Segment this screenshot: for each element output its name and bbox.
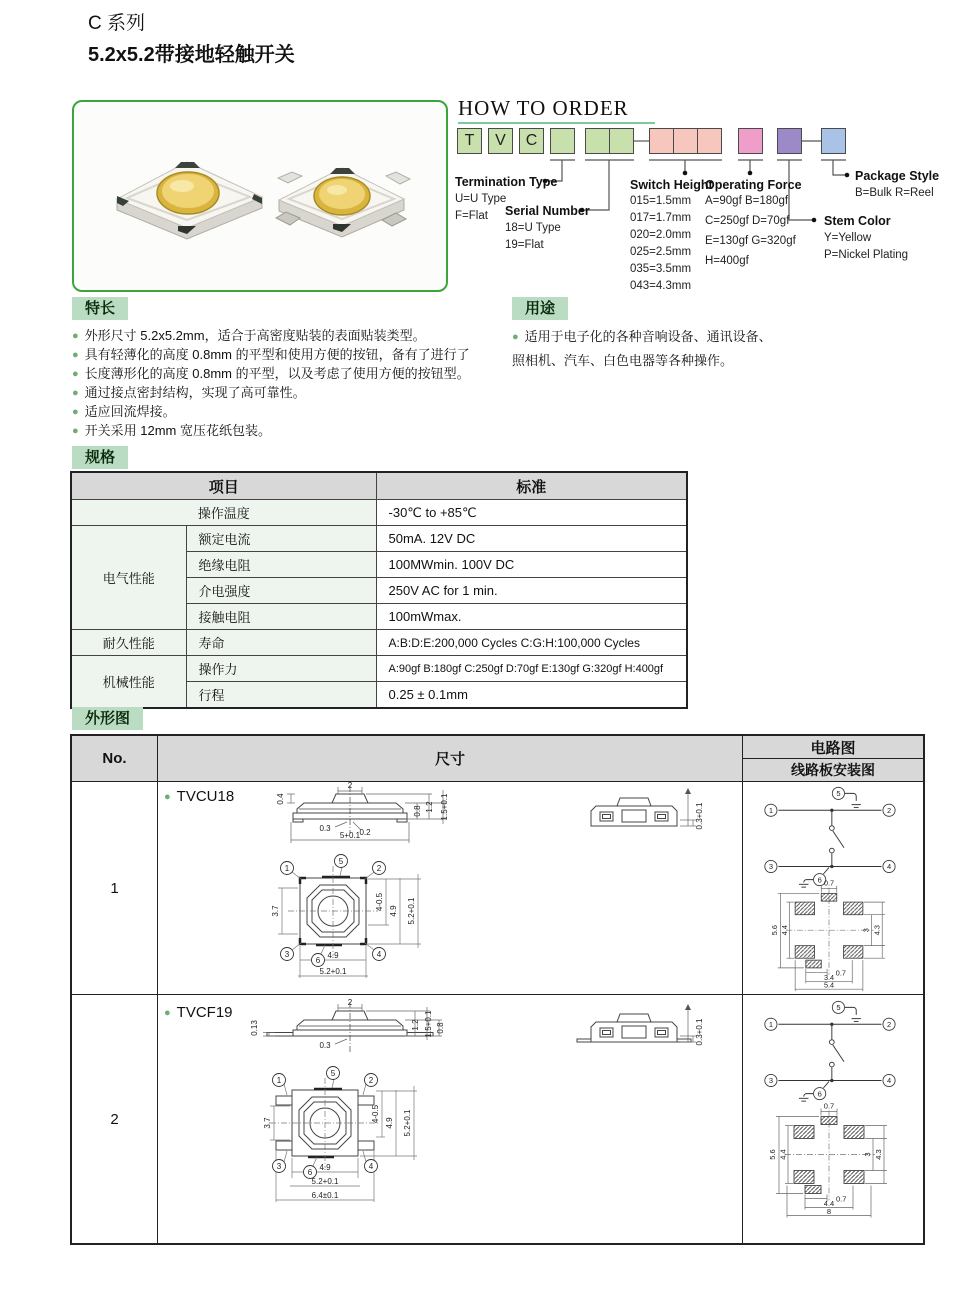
height-opt: 015=1.5mm — [630, 195, 692, 207]
outline-heading: 外形图 — [72, 707, 143, 730]
spec-value: 100mWmax. — [376, 604, 687, 630]
feature-item: ● 通过接点密封结构，实现了高可靠性。 — [72, 385, 306, 400]
pin-number: 6 — [817, 875, 822, 885]
series-title: C 系列 — [88, 13, 146, 34]
pin-number: 4 — [376, 949, 382, 959]
bullet-icon: ● — [512, 331, 519, 343]
dim-label: 0.3+0.1 — [695, 1018, 704, 1046]
spec-col-standard: 标准 — [376, 472, 687, 500]
spec-value: A:B:D:E:200,000 Cycles C:G:H:100,000 Cycles — [376, 630, 687, 656]
applications-text: 适用于电子化的各种音响设备、通讯设备、照相机、汽车、白色电器等各种操作。 — [512, 329, 772, 368]
outline-col-board: 线路板安装图 — [743, 759, 923, 781]
outline-table — [70, 734, 925, 1245]
how-to-order-heading: HOW TO ORDER — [458, 96, 629, 120]
product-photo-frame — [72, 100, 448, 292]
dim-label: 0.2 — [359, 828, 371, 837]
applications-text-block — [512, 325, 774, 372]
dim-label: 0.8 — [413, 805, 422, 817]
dim-label: 1.5+0.1 — [424, 1010, 433, 1038]
force-opt: H=400gf — [705, 255, 749, 267]
dim-label: 0.7 — [823, 878, 835, 888]
pin-number: 2 — [886, 1019, 892, 1029]
spec-value: 50mA. 12V DC — [376, 526, 687, 552]
dim-label: 4.9 — [389, 905, 398, 917]
switch-photo-right — [276, 168, 410, 237]
spec-group-durability: 耐久性能 — [71, 630, 186, 656]
dim-label: 4.9 — [385, 1117, 394, 1129]
feature-item: ● 长度薄形化的高度 0.8mm 的平型，以及考虑了使用方便的按钮型。 — [72, 366, 470, 381]
bullet-icon: ● — [164, 1007, 171, 1019]
serial-opt: 19=Flat — [505, 239, 544, 251]
spec-label: 介电强度 — [186, 578, 376, 604]
dim-label: 0.4 — [276, 793, 285, 805]
pin-number: 1 — [768, 805, 773, 815]
stem-opt: P=Nickel Plating — [824, 249, 909, 261]
pin-number: 5 — [330, 1068, 336, 1078]
spec-temp-value: -30℃ to +85℃ — [376, 500, 687, 526]
spec-label: 操作力 — [186, 656, 376, 682]
dim-label: 3 — [863, 1152, 872, 1157]
dim-label: 3.4 — [823, 972, 835, 982]
dim-label: 6.4±0.1 — [311, 1191, 339, 1200]
stem-opt: Y=Yellow — [824, 232, 872, 244]
top-view-tvcu18 — [232, 848, 462, 993]
table-row — [71, 526, 687, 552]
dim-label: 4-0.5 — [375, 892, 384, 912]
dim-label: 5.6 — [769, 925, 779, 936]
feature-item: ● 具有轻薄化的高度 0.8mm 的平型和使用方便的按钮，备有了进行了 — [72, 347, 470, 362]
dim-label: 0.7 — [835, 968, 846, 978]
dim-label: 4.4 — [823, 1199, 835, 1208]
dim-label: 0.3+0.1 — [695, 802, 704, 830]
dim-label: 5.2+0.1 — [403, 1109, 412, 1137]
feature-item: ● 适应回流焊接。 — [72, 404, 176, 419]
dim-label: 0.3 — [319, 824, 331, 833]
circuit-diagram-row1 — [747, 784, 912, 889]
pin-number: 1 — [768, 1019, 773, 1029]
order-code-box-c — [519, 128, 544, 154]
outline-row1-no: 1 — [110, 879, 119, 897]
pin-number: 2 — [368, 1075, 374, 1085]
spec-group-mechanical: 机械性能 — [71, 656, 186, 709]
dim-label: 4.9 — [319, 1163, 331, 1172]
dim-label: 3.7 — [271, 905, 280, 917]
spec-group-electrical: 电气性能 — [71, 526, 186, 630]
pcb-pattern-tvcu18 — [747, 876, 912, 994]
force-opt: E=130gf G=320gf — [705, 235, 796, 247]
dim-label: 0.3 — [319, 1041, 331, 1050]
order-code-box-force — [738, 128, 763, 154]
height-opt: 017=1.7mm — [630, 212, 692, 224]
pin-number: 3 — [276, 1161, 282, 1171]
spec-temp-label: 操作温度 — [71, 500, 376, 526]
pin-number: 4 — [886, 862, 892, 872]
dim-label: 2 — [347, 998, 353, 1007]
code-letter-c: C — [525, 132, 538, 149]
dim-label: 1.2 — [425, 801, 434, 813]
pin-number: 3 — [284, 949, 290, 959]
spec-value: 0.25 ± 0.1mm — [376, 682, 687, 709]
table-row — [71, 472, 687, 500]
pin-number: 1 — [276, 1075, 282, 1085]
dim-label: 2 — [347, 782, 353, 790]
spec-value: 250V AC for 1 min. — [376, 578, 687, 604]
dim-label: 4-0.5 — [371, 1104, 380, 1124]
side-view-tvcf19 — [560, 998, 710, 1083]
spec-label: 寿命 — [186, 630, 376, 656]
dim-label: 5.2+0.1 — [319, 967, 347, 976]
dim-label: 3 — [861, 928, 871, 933]
height-opt: 025=2.5mm — [630, 246, 692, 258]
outline-col-no: No. — [72, 736, 157, 781]
code-letter-t: T — [464, 132, 475, 149]
order-code-box-serial — [585, 128, 634, 154]
dim-label: 4.4 — [778, 1149, 788, 1160]
dim-label: 4.3 — [872, 925, 882, 936]
dim-label: 4.9 — [327, 951, 339, 960]
pin-number: 3 — [768, 1076, 773, 1086]
force-opt: C=250gf D=70gf — [705, 215, 790, 227]
package-opt: B=Bulk R=Reel — [855, 187, 934, 199]
dim-label: 5.2+0.1 — [311, 1177, 339, 1186]
bullet-icon: ● — [72, 330, 79, 342]
order-code-box-termination — [550, 128, 575, 154]
spec-label: 额定电流 — [186, 526, 376, 552]
order-code-box-package — [821, 128, 846, 154]
bullet-icon: ● — [72, 387, 79, 399]
dim-label: 4.4 — [779, 925, 789, 936]
termination-opt: U=U Type — [455, 193, 507, 205]
dim-label: 0.8 — [436, 1022, 445, 1034]
serial-opt: 18=U Type — [505, 222, 561, 234]
spec-label: 接触电阻 — [186, 604, 376, 630]
dim-label: 5.2+0.1 — [407, 897, 416, 925]
pin-number: 6 — [315, 955, 321, 965]
top-view-tvcf19 — [224, 1054, 469, 1239]
model-label-row1: ● TVCU18 — [164, 788, 235, 805]
pcb-pattern-tvcf19 — [747, 1092, 912, 1227]
spec-label: 绝缘电阻 — [186, 552, 376, 578]
order-code-box-t — [457, 128, 482, 154]
features-heading: 特长 — [72, 297, 128, 320]
dim-label: 5.4 — [823, 980, 835, 990]
order-code-box-v — [488, 128, 513, 154]
product-photo — [74, 102, 442, 286]
dim-label: 5+0.1 — [339, 831, 361, 840]
pin-number: 5 — [836, 1003, 841, 1012]
serial-number-label: Serial Number — [505, 204, 590, 218]
bullet-icon: ● — [164, 791, 171, 803]
code-letter-v: V — [495, 132, 506, 149]
pin-number: 5 — [836, 789, 841, 798]
bullet-icon: ● — [72, 425, 79, 437]
height-opt: 043=4.3mm — [630, 280, 692, 292]
order-code-box-height — [649, 128, 722, 154]
circuit-diagram-row2 — [747, 998, 912, 1103]
termination-opt: F=Flat — [455, 210, 488, 222]
page-title: 5.2x5.2带接地轻触开关 — [88, 44, 295, 66]
package-style-label: Package Style — [855, 169, 940, 183]
termination-type-label: Termination Type — [455, 175, 558, 189]
dim-label: 3.7 — [263, 1117, 272, 1129]
spec-label: 行程 — [186, 682, 376, 709]
outline-row2-no: 2 — [110, 1110, 119, 1128]
spec-value: A:90gf B:180gf C:250gf D:70gf E:130gf G:320gf H:400gf — [376, 656, 687, 682]
side-view-tvcu18 — [560, 784, 710, 864]
pin-number: 6 — [307, 1167, 313, 1177]
operating-force-label: Operating Force — [705, 178, 802, 192]
spec-table — [70, 471, 688, 709]
switch-photo-left — [117, 162, 262, 239]
spec-value: 100MWmin. 100V DC — [376, 552, 687, 578]
dim-label: 0.7 — [823, 1101, 835, 1111]
height-opt: 035=3.5mm — [630, 263, 692, 275]
pin-number: 1 — [284, 863, 290, 873]
table-row — [71, 630, 687, 656]
stem-color-label: Stem Color — [824, 214, 891, 228]
dim-label: 8 — [826, 1207, 832, 1216]
bullet-icon: ● — [72, 349, 79, 361]
dim-label: 4.3 — [874, 1149, 883, 1160]
dim-label: 1.5+0.1 — [440, 793, 449, 821]
dim-label: 0.7 — [836, 1194, 847, 1204]
order-code-box-stem — [777, 128, 802, 154]
height-opt: 020=2.0mm — [630, 229, 692, 241]
feature-item: ● 外形尺寸 5.2x5.2mm，适合于高密度贴装的表面贴装类型。 — [72, 328, 426, 343]
applications-heading: 用途 — [512, 297, 568, 320]
outline-col-dims: 尺寸 — [158, 736, 742, 781]
pin-number: 2 — [376, 863, 382, 873]
pin-number: 4 — [368, 1161, 374, 1171]
specs-heading: 规格 — [72, 446, 128, 469]
outline-col-circuit: 电路图 — [743, 736, 923, 758]
feature-item: ● 开关采用 12mm 宽压花纸包装。 — [72, 423, 271, 438]
pin-number: 5 — [338, 856, 344, 866]
table-row — [71, 656, 687, 682]
table-row — [71, 500, 687, 526]
pin-number: 4 — [886, 1076, 892, 1086]
spec-col-item: 项目 — [71, 472, 376, 500]
pin-number: 2 — [886, 805, 892, 815]
bullet-icon: ● — [72, 406, 79, 418]
dim-label: 0.13 — [250, 1020, 259, 1036]
bullet-icon: ● — [72, 368, 79, 380]
dim-label: 1.2 — [411, 1019, 420, 1031]
force-opt: A=90gf B=180gf — [705, 195, 789, 207]
dim-label: 5.6 — [768, 1149, 777, 1160]
pin-number: 6 — [817, 1089, 822, 1099]
model-label-row2: ● TVCF19 — [164, 1004, 233, 1021]
pin-number: 3 — [768, 862, 773, 872]
switch-height-label: Switch Height — [630, 178, 713, 192]
